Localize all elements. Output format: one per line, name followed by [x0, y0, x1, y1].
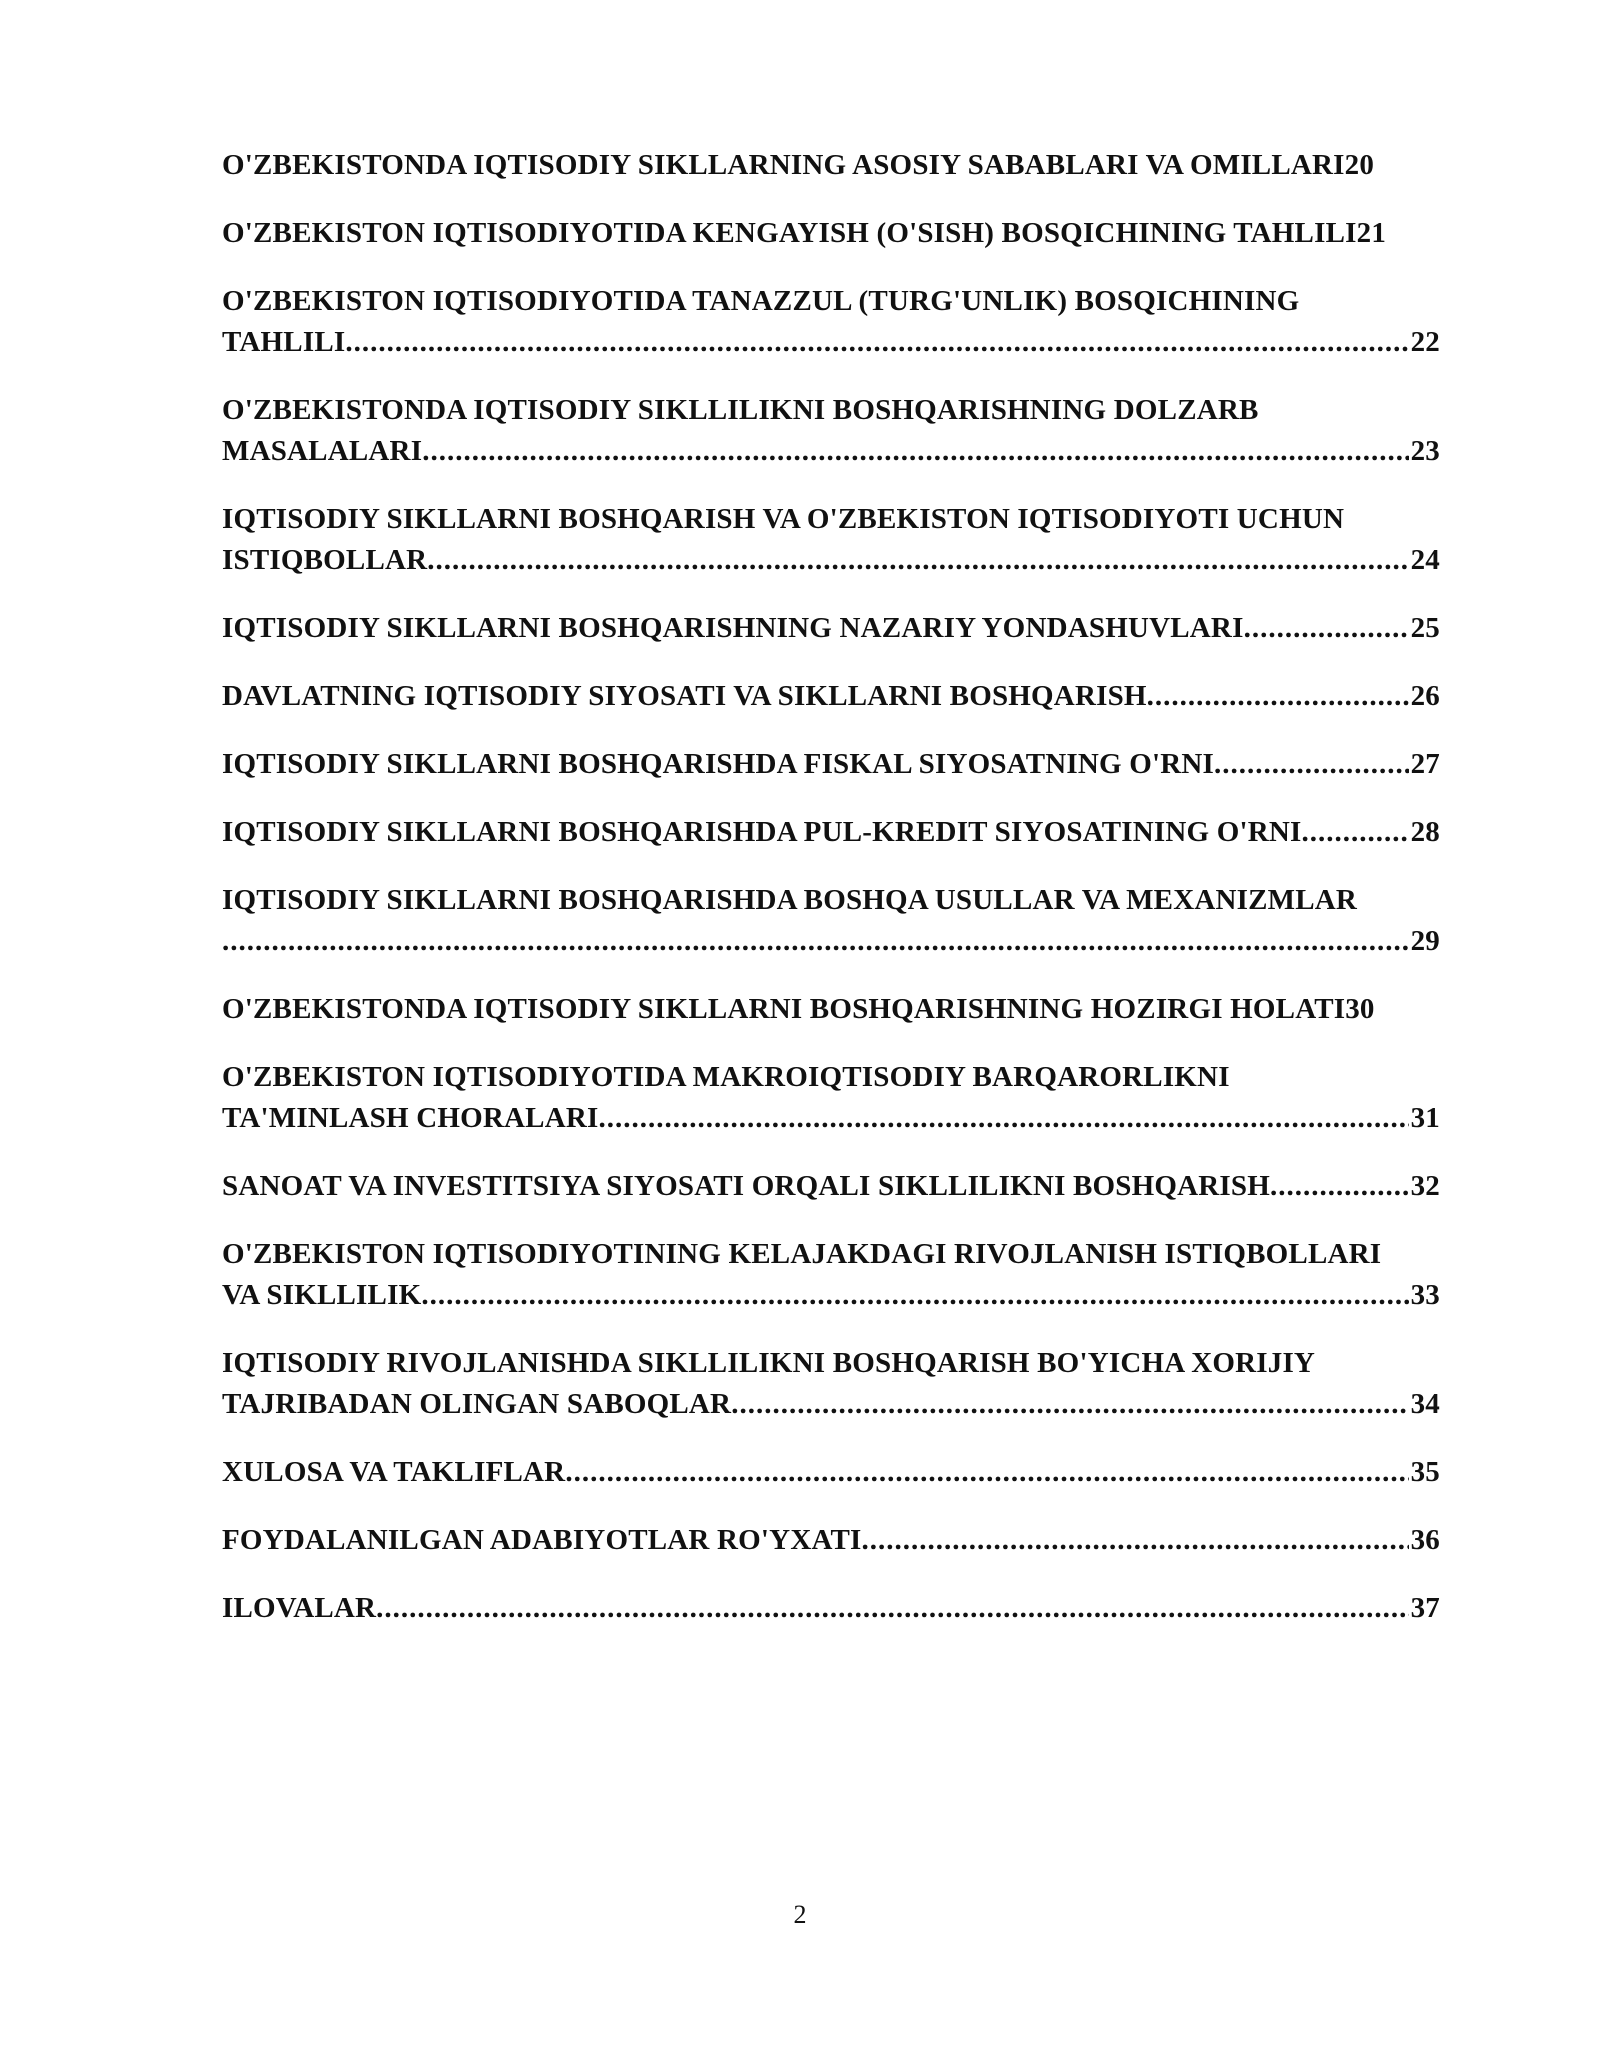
toc-entry[interactable] [222, 1452, 1440, 1493]
dot-leader [1214, 744, 1409, 785]
toc-entry-title: O'ZBEKISTON IQTISODIYOTIDA KENGAYISH (O'SISH) BOSQICHINING TAHLILI [222, 217, 1357, 249]
toc-page-number: 31 [1410, 1102, 1440, 1134]
toc-entry-title: O'ZBEKISTON IQTISODIYOTINING KELAJAKDAGI RIVOJLANISH ISTIQBOLLARI [222, 1238, 1382, 1270]
toc-entry-line [222, 1520, 1440, 1561]
page-number: 2 [793, 1900, 807, 1929]
toc-page-number: 20 [1344, 149, 1375, 181]
dot-leader [222, 921, 1409, 962]
table-of-contents [222, 145, 1462, 1656]
toc-page-number: 37 [1410, 1592, 1440, 1624]
toc-page-number: 21 [1356, 217, 1387, 249]
toc-entry-line [222, 431, 1440, 472]
toc-entry-title-continuation: IQTISODIY SIKLLARNI BOSHQARISHDA FISKAL SIYOSATNING O'RNI [222, 748, 1215, 780]
dot-leader [345, 322, 1408, 363]
toc-page-number: 29 [1410, 925, 1440, 957]
toc-entry[interactable] [222, 1166, 1440, 1207]
toc-entry-title: O'ZBEKISTON IQTISODIYOTIDA TANAZZUL (TURG'UNLIK) BOSQICHINING [222, 285, 1300, 317]
toc-page-number: 33 [1410, 1279, 1440, 1311]
toc-entry[interactable] [222, 608, 1440, 649]
toc-entry-line [222, 921, 1440, 962]
toc-entry-title-continuation: IQTISODIY SIKLLARNI BOSHQARISHDA PUL-KREDIT SIYOSATINING O'RNI [222, 816, 1302, 848]
dot-leader [1244, 608, 1409, 649]
toc-entry[interactable] [222, 499, 1440, 581]
toc-page-number: 23 [1410, 435, 1440, 467]
dot-leader [422, 431, 1408, 472]
toc-entry-title-continuation: TAJRIBADAN OLINGAN SABOQLAR [222, 1388, 732, 1420]
toc-entry-title-continuation: MASALALARI [222, 435, 423, 467]
dot-leader [376, 1588, 1408, 1629]
dot-leader [1301, 812, 1408, 853]
toc-entry[interactable] [222, 812, 1440, 853]
toc-entry[interactable] [222, 676, 1440, 717]
toc-entry[interactable] [222, 281, 1440, 363]
toc-entry[interactable] [222, 1588, 1440, 1629]
toc-entry-title-continuation: FOYDALANILGAN ADABIYOTLAR RO'YXATI [222, 1524, 862, 1556]
toc-entry-line [222, 676, 1440, 717]
toc-entry-line [222, 322, 1440, 363]
toc-entry[interactable] [222, 880, 1440, 962]
dot-leader [1147, 676, 1409, 717]
toc-page-number: 24 [1410, 544, 1440, 576]
toc-page-number: 30 [1345, 993, 1375, 1025]
dot-leader [862, 1520, 1409, 1561]
toc-entry-line [222, 1384, 1440, 1425]
toc-entry-line [222, 540, 1440, 581]
toc-page-number: 22 [1410, 326, 1440, 358]
toc-entry[interactable] [222, 1520, 1440, 1561]
toc-entry-title-continuation: TA'MINLASH CHORALARI [222, 1102, 599, 1134]
dot-leader [427, 540, 1408, 581]
dot-leader [565, 1452, 1408, 1493]
toc-entry-line [222, 608, 1440, 649]
toc-entry-title-continuation: DAVLATNING IQTISODIY SIYOSATI VA SIKLLARNI BOSHQARISH [222, 680, 1147, 712]
toc-page-number: 28 [1410, 816, 1440, 848]
dot-leader [598, 1098, 1408, 1139]
toc-entry-title-continuation: IQTISODIY SIKLLARNI BOSHQARISHNING NAZARIY YONDASHUVLARI [222, 612, 1244, 644]
toc-entry[interactable] [222, 213, 1462, 254]
toc-entry-line [222, 1166, 1440, 1207]
toc-entry-title-continuation: VA SIKLLILIK [222, 1279, 422, 1311]
toc-entry-title-continuation: SANOAT VA INVESTITSIYA SIYOSATI ORQALI SIKLLILIKNI BOSHQARISH [222, 1170, 1271, 1202]
toc-entry-title: O'ZBEKISTONDA IQTISODIY SIKLLARNI BOSHQARISHNING HOZIRGI HOLATI [222, 993, 1346, 1025]
toc-entry-line [222, 1588, 1440, 1629]
toc-entry[interactable] [222, 1343, 1440, 1425]
toc-entry[interactable] [222, 1057, 1440, 1139]
toc-entry-title: O'ZBEKISTONDA IQTISODIY SIKLLARNING ASOSIY SABABLARI VA OMILLARI [222, 149, 1345, 181]
toc-entry-title-continuation: ISTIQBOLLAR [222, 544, 428, 576]
toc-entry-title: IQTISODIY RIVOJLANISHDA SIKLLILIKNI BOSHQARISH BO'YICHA XORIJIY [222, 1347, 1316, 1379]
toc-page-number: 34 [1410, 1388, 1440, 1420]
toc-entry-title: O'ZBEKISTON IQTISODIYOTIDA MAKROIQTISODIY BARQARORLIKNI [222, 1061, 1230, 1093]
toc-entry-title-continuation: ILOVALAR [222, 1592, 377, 1624]
toc-entry-title: IQTISODIY SIKLLARNI BOSHQARISHDA BOSHQA USULLAR VA MEXANIZMLAR [222, 884, 1358, 916]
toc-page-number: 36 [1410, 1524, 1440, 1556]
dot-leader [731, 1384, 1408, 1425]
toc-entry[interactable] [222, 744, 1440, 785]
toc-entry-line [222, 1098, 1440, 1139]
toc-page-number: 32 [1410, 1170, 1440, 1202]
toc-entry[interactable] [222, 145, 1462, 186]
dot-leader [421, 1275, 1408, 1316]
toc-page-number: 27 [1410, 748, 1440, 780]
toc-page-number: 26 [1410, 680, 1440, 712]
toc-page-number: 25 [1410, 612, 1440, 644]
dot-leader [1270, 1166, 1409, 1207]
toc-page-number: 35 [1410, 1456, 1440, 1488]
toc-entry[interactable] [222, 989, 1462, 1030]
toc-entry-title: IQTISODIY SIKLLARNI BOSHQARISH VA O'ZBEKISTON IQTISODIYOTI UCHUN [222, 503, 1345, 535]
toc-entry-title: O'ZBEKISTONDA IQTISODIY SIKLLILIKNI BOSHQARISHNING DOLZARB [222, 394, 1259, 426]
toc-entry-line [222, 812, 1440, 853]
toc-entry[interactable] [222, 390, 1440, 472]
toc-entry-line [222, 1452, 1440, 1493]
toc-entry-line [222, 744, 1440, 785]
toc-entry-title-continuation: TAHLILI [222, 326, 346, 358]
toc-entry-line [222, 1275, 1440, 1316]
toc-entry-title-continuation: XULOSA VA TAKLIFLAR [222, 1456, 566, 1488]
toc-entry[interactable] [222, 1234, 1440, 1316]
